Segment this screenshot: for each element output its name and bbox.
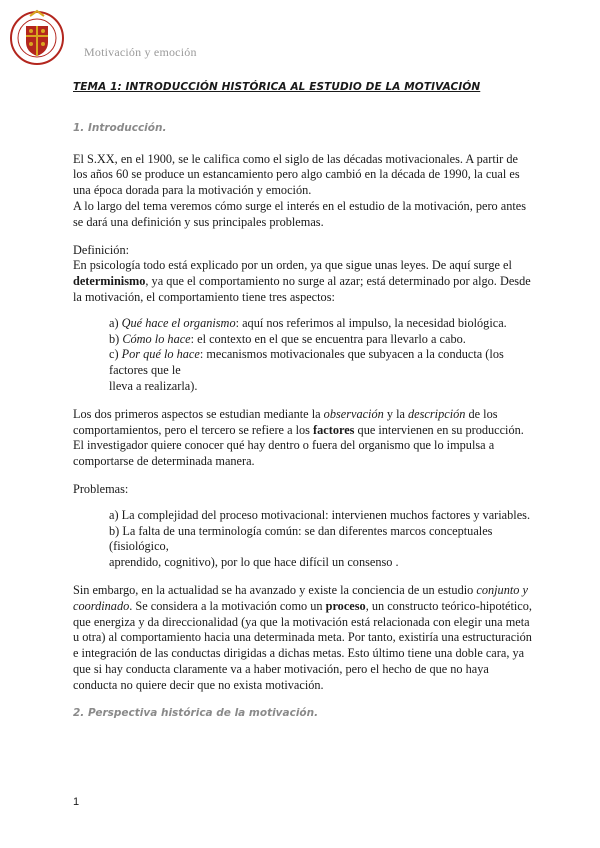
aspect-item-b: b) Cómo lo hace: el contexto en el que se encuentra para llevarlo a cabo. — [109, 331, 466, 346]
university-seal-logo — [10, 8, 64, 68]
determinismo-term: determinismo — [73, 274, 146, 289]
page-number: 1 — [73, 796, 80, 808]
section-heading-perspectiva: 2. Perspectiva histórica de la motivación. — [73, 706, 319, 719]
section-heading-introduccion: 1. Introducción. — [73, 121, 167, 134]
document-title: TEMA 1: INTRODUCCIÓN HISTÓRICA AL ESTUDIO DE LA MOTIVACIÓN — [73, 81, 481, 93]
aspects-list — [109, 316, 533, 395]
page-header — [10, 8, 590, 68]
aspect-item-c-continuation: lleva a realizarla). — [109, 378, 198, 393]
definicion-paragraph: En psicología todo está explicado por un orden, ya que sigue unas leyes. De aquí surge el determinismo, ya que el comportamiento no surge al azar; está determinado por algo. Desde la motivación, el comportamiento tiene tres aspectos: — [73, 258, 531, 304]
observacion-paragraph: Los dos primeros aspectos se estudian mediante la observación y la descripción de los comportamientos, pero el tercero se refiere a los factores que intervienen en su producción. El investigador quiere conocer qué hay dentro o fuera del organismo que lo impulsa a comportarse de determinada manera. — [73, 406, 524, 469]
problem-item-a: a) La complejidad del proceso motivacional: intervienen muchos factores y variables. — [109, 507, 531, 522]
final-paragraph: Sin embargo, en la actualidad se ha avanzado y existe la conciencia de un estudio conjunto y coordinado. Se considera a la motivación como un proceso, un constructo teórico-hipotético, que energiza y da direccionalidad (ya que la motivación está relacionada con elegir una meta u otra) al comportamiento hacia una determinada meta. Por tanto, existiría una estructuración e integración de las conductas dirigidas a dichas metas. Esto último tiene una doble cara, ya que si hay conducta claramente va a haber motivación, pero el hecho de que no haya conducta no quiere decir que no exista motivación. — [73, 582, 532, 692]
intro-paragraph-2: A lo largo del tema veremos cómo surge el interés en el estudio de la motivación, pero antes se dará una definición y sus principales problemas. — [73, 198, 527, 229]
aspect-item-c: c) Por qué lo hace: mecanismos motivacionales que subyacen a la conducta (los factores que le — [109, 347, 504, 378]
aspect-item-a: a) Qué hace el organismo: aquí nos referimos al impulso, la necesidad biológica. — [109, 315, 507, 330]
intro-paragraph-1: El S.XX, en el 1900, se le califica como el siglo de las décadas motivacionales. A partir de los años 60 se produce un estancamiento pero algo cambió en la década de 1990, la cual es una época dorada para la motivación y emoción. — [73, 151, 520, 198]
document-body — [73, 80, 533, 736]
header-title: Motivación y emoción — [84, 45, 197, 59]
problem-item-b-continuation: aprendido, cognitivo), por lo que hace difícil un consenso . — [109, 555, 399, 570]
problem-item-b: b) La falta de una terminología común: se dan diferentes marcos conceptuales (fisiológico, — [109, 523, 493, 554]
problems-list — [109, 508, 533, 571]
problemas-label: Problemas: — [73, 481, 129, 496]
definicion-label: Definición: — [73, 242, 130, 257]
